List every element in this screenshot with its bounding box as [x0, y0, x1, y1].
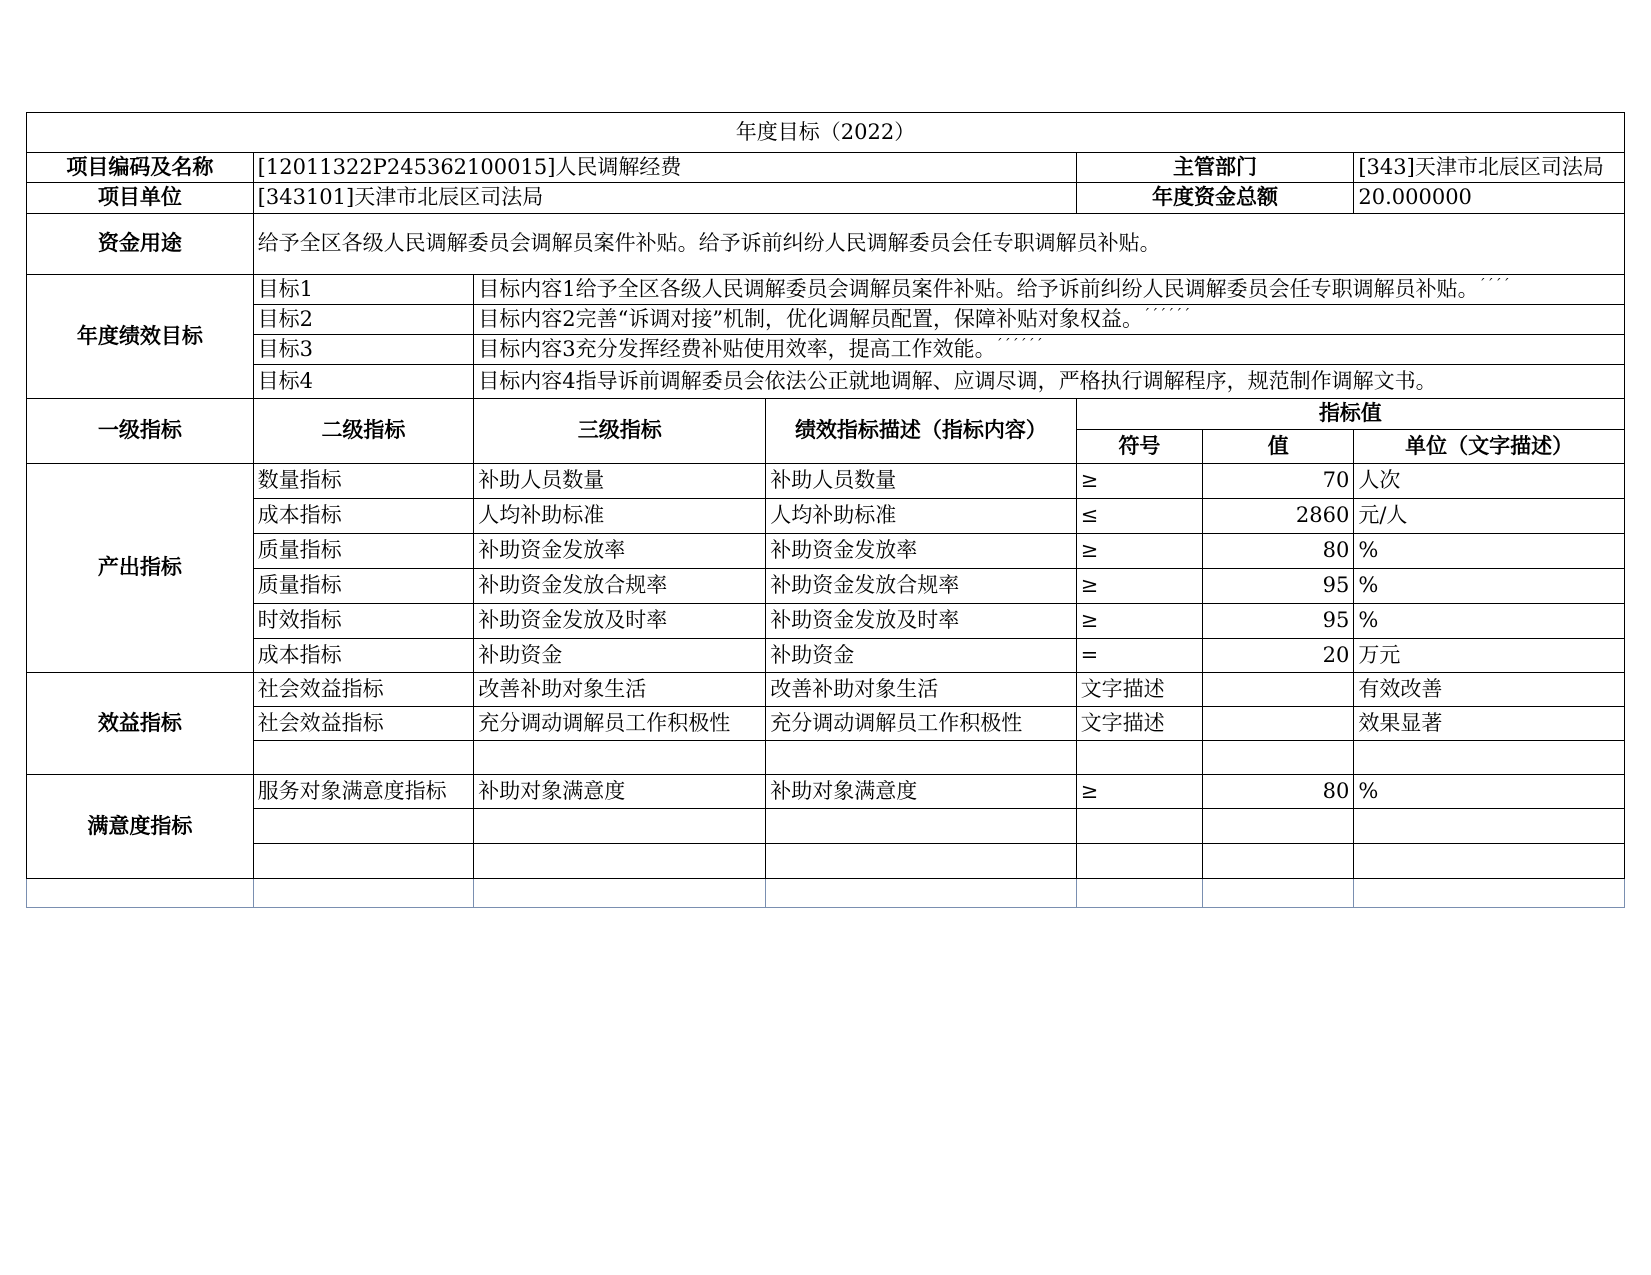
cell-value — [1203, 844, 1354, 879]
cell-unit — [1354, 844, 1625, 879]
cell-symbol: = — [1076, 639, 1203, 673]
fund-use-label: 资金用途 — [27, 214, 254, 275]
cell-level2: 成本指标 — [253, 639, 474, 673]
project-code-value: [12011322P245362100015]人民调解经费 — [253, 153, 1076, 183]
cell-symbol: 文字描述 — [1076, 707, 1203, 741]
cell-level2: 质量指标 — [253, 534, 474, 569]
header-value: 值 — [1203, 430, 1354, 464]
cell-description — [766, 844, 1076, 879]
cell-unit: 效果显著 — [1354, 707, 1625, 741]
cell-symbol: ≥ — [1076, 569, 1203, 604]
empty-cell — [1076, 879, 1203, 908]
cell-description: 补助资金 — [766, 639, 1076, 673]
goal-text-content: 目标内容3充分发挥经费补贴使用效率，提高工作效能。 — [478, 336, 996, 361]
cell-value: 2860 — [1203, 499, 1354, 534]
fund-use-value: 给予全区各级人民调解委员会调解员案件补贴。给予诉前纠纷人民调解委员会任专职调解员补贴。 — [253, 214, 1624, 275]
cell-unit — [1354, 809, 1625, 844]
cell-level3: 补助人员数量 — [474, 464, 766, 499]
cell-level3: 补助对象满意度 — [474, 775, 766, 809]
header-unit: 单位（文字描述） — [1354, 430, 1625, 464]
cell-value: 80 — [1203, 775, 1354, 809]
cell-symbol — [1076, 741, 1203, 775]
cell-value — [1203, 673, 1354, 707]
project-code-label: 项目编码及名称 — [27, 153, 254, 183]
cell-level2: 时效指标 — [253, 604, 474, 639]
goal-tick-marks: ´´´´´´ — [1143, 306, 1192, 323]
header-symbol: 符号 — [1076, 430, 1203, 464]
cell-symbol: 文字描述 — [1076, 673, 1203, 707]
cell-level2: 质量指标 — [253, 569, 474, 604]
cell-value — [1203, 707, 1354, 741]
cell-level3: 补助资金发放及时率 — [474, 604, 766, 639]
goal-name: 目标4 — [253, 365, 474, 399]
cell-level3 — [474, 741, 766, 775]
goal-text — [474, 275, 1625, 305]
goal-text — [474, 305, 1625, 335]
fund-total-label: 年度资金总额 — [1076, 183, 1354, 214]
cell-unit: % — [1354, 534, 1625, 569]
cell-unit: % — [1354, 569, 1625, 604]
unit-value: [343101]天津市北辰区司法局 — [253, 183, 1076, 214]
table-title: 年度目标（2022） — [27, 113, 1625, 153]
header-level1: 一级指标 — [27, 399, 254, 464]
cell-unit: 元/人 — [1354, 499, 1625, 534]
cell-level2: 社会效益指标 — [253, 707, 474, 741]
goal-text-content: 目标内容1给予全区各级人民调解委员会调解员案件补贴。给予诉前纠纷人民调解委员会任专职调解员补贴。 — [478, 276, 1479, 301]
cell-unit: % — [1354, 604, 1625, 639]
cell-description: 补助资金发放合规率 — [766, 569, 1076, 604]
fund-total-value: 20.000000 — [1354, 183, 1625, 214]
empty-cell — [766, 879, 1076, 908]
cell-level2: 成本指标 — [253, 499, 474, 534]
cell-value: 70 — [1203, 464, 1354, 499]
cell-symbol: ≥ — [1076, 775, 1203, 809]
dept-label: 主管部门 — [1076, 153, 1354, 183]
cell-level2 — [253, 809, 474, 844]
cell-level2 — [253, 844, 474, 879]
cell-description: 补助资金发放率 — [766, 534, 1076, 569]
cell-symbol — [1076, 844, 1203, 879]
cell-level2 — [253, 741, 474, 775]
cell-description: 补助资金发放及时率 — [766, 604, 1076, 639]
cell-description: 补助人员数量 — [766, 464, 1076, 499]
cell-unit: 人次 — [1354, 464, 1625, 499]
goal-text — [474, 335, 1625, 365]
cell-value: 20 — [1203, 639, 1354, 673]
header-indicator-value: 指标值 — [1076, 399, 1624, 430]
cell-level3 — [474, 844, 766, 879]
cell-unit — [1354, 741, 1625, 775]
empty-cell — [27, 879, 254, 908]
cell-value: 95 — [1203, 569, 1354, 604]
cell-level3: 人均补助标准 — [474, 499, 766, 534]
empty-cell — [1203, 879, 1354, 908]
cell-symbol: ≥ — [1076, 534, 1203, 569]
header-level3: 三级指标 — [474, 399, 766, 464]
cell-level3 — [474, 809, 766, 844]
unit-label: 项目单位 — [27, 183, 254, 214]
cell-description: 补助对象满意度 — [766, 775, 1076, 809]
goal-name: 目标3 — [253, 335, 474, 365]
cell-symbol: ≥ — [1076, 604, 1203, 639]
cell-level2: 服务对象满意度指标 — [253, 775, 474, 809]
goal-text-content: 目标内容2完善“诉调对接”机制，优化调解员配置，保障补贴对象权益。 — [478, 306, 1144, 331]
cell-symbol: ≤ — [1076, 499, 1203, 534]
cell-description — [766, 741, 1076, 775]
goal-name: 目标1 — [253, 275, 474, 305]
cell-description: 人均补助标准 — [766, 499, 1076, 534]
group-satisfaction-label: 满意度指标 — [27, 775, 254, 879]
cell-level3: 补助资金 — [474, 639, 766, 673]
goal-text-content: 目标内容4指导诉前调解委员会依法公正就地调解、应调尽调，严格执行调解程序，规范制作调解文书。 — [478, 368, 1437, 393]
cell-value — [1203, 741, 1354, 775]
empty-cell — [474, 879, 766, 908]
cell-level3: 充分调动调解员工作积极性 — [474, 707, 766, 741]
cell-description: 充分调动调解员工作积极性 — [766, 707, 1076, 741]
cell-unit: 有效改善 — [1354, 673, 1625, 707]
cell-symbol: ≥ — [1076, 464, 1203, 499]
cell-level2: 社会效益指标 — [253, 673, 474, 707]
cell-value — [1203, 809, 1354, 844]
empty-cell — [253, 879, 474, 908]
cell-level2: 数量指标 — [253, 464, 474, 499]
group-output-label: 产出指标 — [27, 464, 254, 673]
cell-level3: 补助资金发放合规率 — [474, 569, 766, 604]
cell-value: 80 — [1203, 534, 1354, 569]
goal-text — [474, 365, 1625, 399]
empty-cell — [1354, 879, 1625, 908]
cell-description — [766, 809, 1076, 844]
goal-tick-marks: ´´´´´´ — [995, 336, 1044, 353]
cell-value: 95 — [1203, 604, 1354, 639]
performance-goal-table — [26, 112, 1625, 908]
cell-level3: 改善补助对象生活 — [474, 673, 766, 707]
cell-level3: 补助资金发放率 — [474, 534, 766, 569]
cell-unit: % — [1354, 775, 1625, 809]
cell-symbol — [1076, 809, 1203, 844]
dept-value: [343]天津市北辰区司法局 — [1354, 153, 1625, 183]
cell-description: 改善补助对象生活 — [766, 673, 1076, 707]
group-benefit-label: 效益指标 — [27, 673, 254, 775]
goal-name: 目标2 — [253, 305, 474, 335]
cell-unit: 万元 — [1354, 639, 1625, 673]
header-level2: 二级指标 — [253, 399, 474, 464]
goal-tick-marks: ´´´´ — [1478, 276, 1511, 293]
annual-goals-label: 年度绩效目标 — [27, 275, 254, 399]
header-description: 绩效指标描述（指标内容） — [766, 399, 1076, 464]
